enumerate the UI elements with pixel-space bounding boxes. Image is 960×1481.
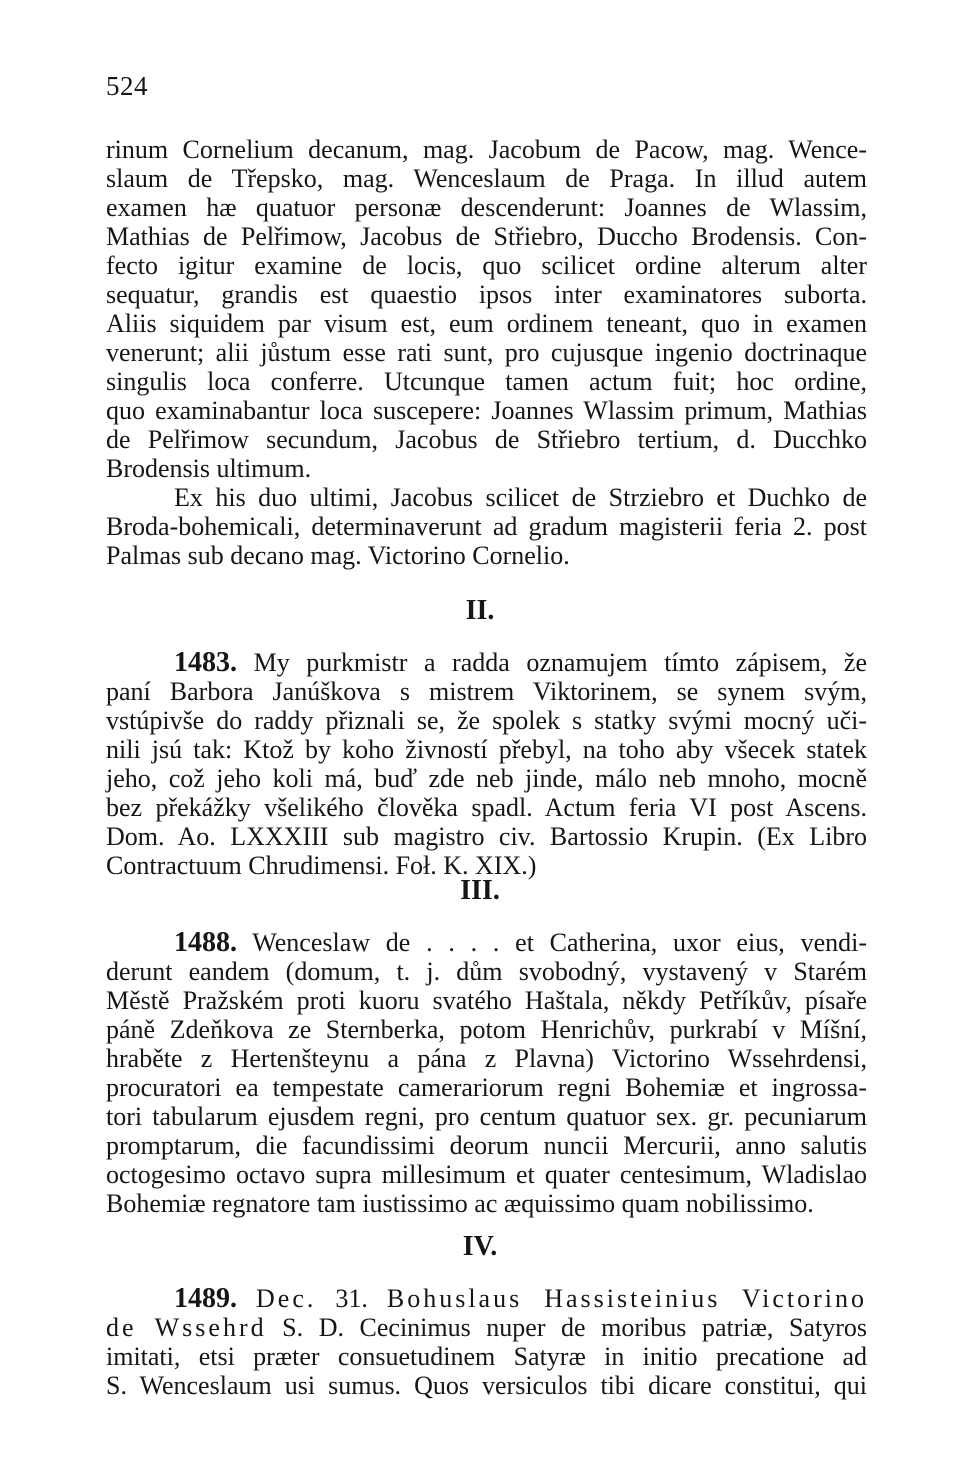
text-line: slaum de Třepsko, mag. Wenceslaum de Praga. In illud autem — [106, 164, 867, 193]
page-number: 524 — [106, 71, 148, 101]
text-run: Wenceslaw de . . . . et Catherina, uxor eius, vendi- — [252, 928, 867, 957]
author-text: Bohuslaus Hassisteinius Victorino — [386, 1284, 868, 1313]
text-line: Mathias de Pelřimow, Jacobus de Střiebro, Duccho Brodensis. Con- — [106, 222, 867, 251]
text-line — [174, 927, 867, 959]
text-line: Bohemiæ regnatore tam iustissimo ac æquissimo quam nobilissimo. — [106, 1189, 814, 1218]
text-line: Brodensis ultimum. — [106, 454, 312, 483]
text-line: Městě Pražském proti kuoru svatého Haštala, někdy Petříkův, písaře — [106, 986, 867, 1015]
text-line: Ex his duo ultimi, Jacobus scilicet de Strziebro et Duchko de — [174, 483, 867, 512]
addressee-text: de Wssehrd — [106, 1313, 267, 1342]
text-line: imitati, etsi præter consuetudinem Satyræ in initio precatione ad — [106, 1342, 867, 1371]
year-label: 1488. — [174, 927, 237, 958]
text-run: S. D. Cecinimus nuper de moribus patriæ, Satyros — [282, 1313, 867, 1342]
text-line — [174, 1283, 867, 1315]
section-heading-iii: III. — [460, 875, 500, 906]
section-heading-ii: II. — [465, 595, 495, 626]
text-line — [106, 1312, 867, 1344]
text-line: tori tabularum ejusdem regni, pro centum quatuor sex. gr. pecuniarum — [106, 1102, 867, 1131]
text-line: quo examinabantur loca suscepere: Joannes Wlassim primum, Mathias — [106, 396, 867, 425]
text-line: bez překážky všelikého člověka spadl. Actum feria VI post Ascens. — [106, 793, 867, 822]
text-line: jeho, což jeho koli má, buď zde neb jinde, málo neb mnoho, mocně — [106, 764, 867, 793]
text-line: Palmas sub decano mag. Victorino Cornelio. — [106, 541, 570, 570]
text-line: octogesimo octavo supra millesimum et quater centesimum, Wladislao — [106, 1160, 867, 1189]
text-line: singulis loca conferre. Utcunque tamen actum fuit; hoc ordine, — [106, 367, 867, 396]
text-line: vstúpivše do raddy přiznali se, že spolek s statky svými mocný uči- — [106, 706, 867, 735]
text-line: promptarum, die facundissimi deorum nuncii Mercurii, anno salutis — [106, 1131, 867, 1160]
text-line: paní Barbora Janúškova s mistrem Viktorinem, se synem svým, — [106, 677, 867, 706]
text-line: fecto igitur examine de locis, quo scilicet ordine alterum alter — [106, 251, 867, 280]
section-heading-iv: IV. — [462, 1231, 498, 1262]
date-text: Dec. — [256, 1284, 317, 1313]
text-line: sequatur, grandis est quaestio ipsos inter examinatores suborta. — [106, 280, 867, 309]
text-line: procuratori ea tempestate camerariorum regni Bohemiæ et ingrossa- — [106, 1073, 867, 1102]
text-line: rinum Cornelium decanum, mag. Jacobum de Pacow, mag. Wence- — [106, 135, 867, 164]
text-run: My purkmistr a radda oznamujem tímto zápisem, že — [253, 648, 868, 677]
text-line: derunt eandem (domum, t. j. dům svobodný, vystavený v Starém — [106, 957, 867, 986]
text-line: venerunt; alii jůstum esse rati sunt, pro cujusque ingenio doctrinaque — [106, 338, 867, 367]
text-line — [174, 647, 867, 679]
year-label: 1483. — [174, 647, 237, 678]
text-line: páně Zdeňkova ze Sternberka, potom Henrichův, purkrabí v Míšní, — [106, 1015, 867, 1044]
text-line: Dom. Ao. LXXXIII sub magistro civ. Bartossio Krupin. (Ex Libro — [106, 822, 867, 851]
text-line: Aliis siquidem par visum est, eum ordinem teneant, quo in examen — [106, 309, 867, 338]
day-text: 31. — [335, 1284, 368, 1313]
text-line: de Pelřimow secundum, Jacobus de Střiebro tertium, d. Ducchko — [106, 425, 867, 454]
text-line: examen hæ quatuor personæ descenderunt: Joannes de Wlassim, — [106, 193, 867, 222]
text-line: hraběte z Hertenšteynu a pána z Plavna) Victorino Wssehrdensi, — [106, 1044, 867, 1073]
text-line: Contractuum Chrudimensi. Foł. K. XIX.) — [106, 851, 537, 880]
text-line: S. Wenceslaum usi sumus. Quos versiculos tibi dicare constitui, qui — [106, 1371, 867, 1400]
year-label: 1489. — [174, 1283, 237, 1314]
text-line: nili jsú tak: Ktož by koho živností přebyl, na toho aby všecek statek — [106, 735, 867, 764]
text-line: Broda-bohemicali, determinaverunt ad gradum magisterii feria 2. post — [106, 512, 867, 541]
